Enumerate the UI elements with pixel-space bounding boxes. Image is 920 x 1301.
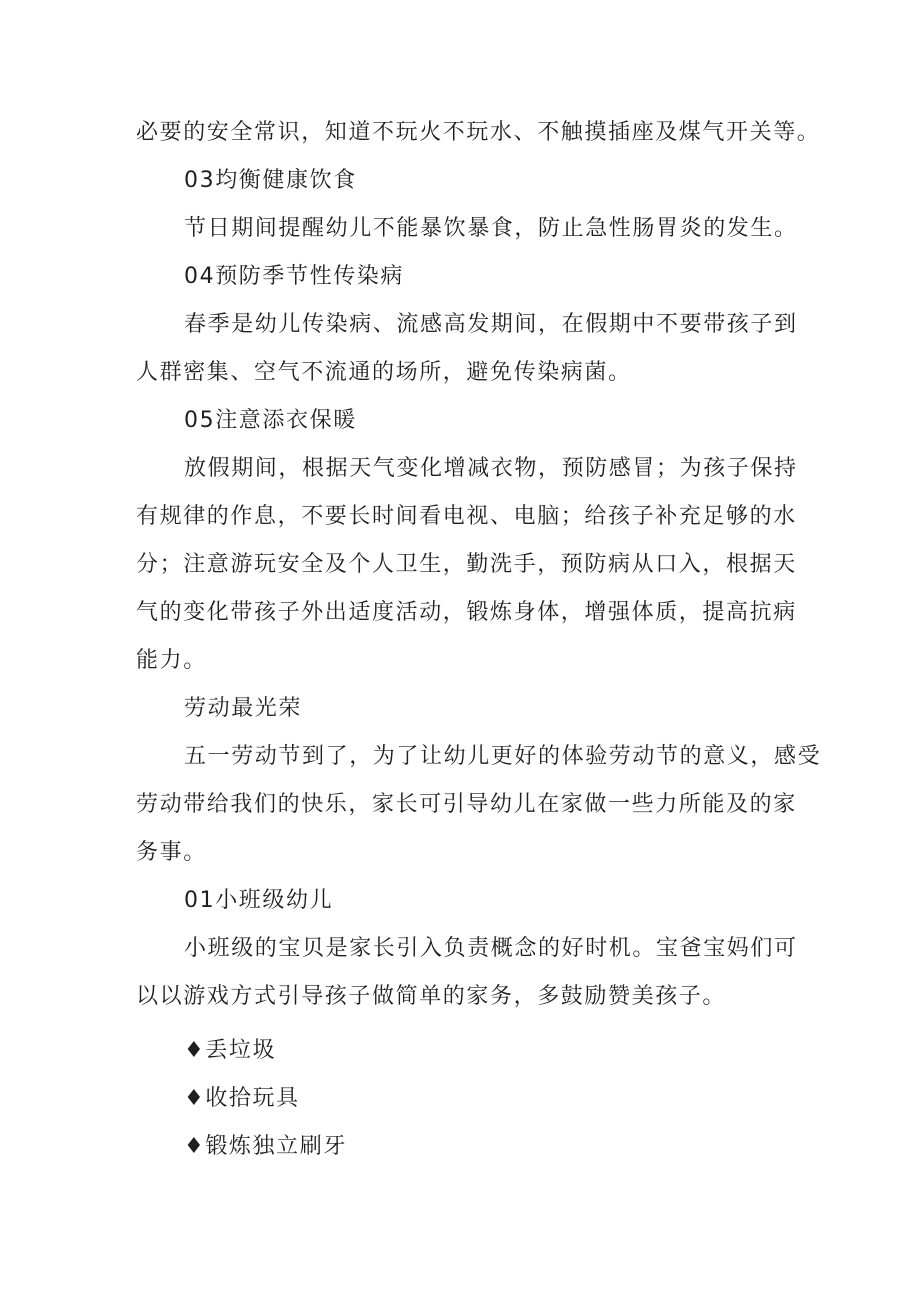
section-heading-labor: 劳动最光荣 bbox=[184, 696, 303, 721]
bullet-item: ♦丢垃圾 bbox=[184, 1038, 277, 1063]
section-heading-05: 05注意添衣保暖 bbox=[184, 408, 357, 433]
paragraph-line: 劳动带给我们的快乐，家长可引导幼儿在家做一些力所能及的家 bbox=[136, 792, 797, 817]
paragraph-line: 有规律的作息，不要长时间看电视、电脑；给孩子补充足够的水 bbox=[136, 504, 797, 529]
section-heading-04: 04预防季节性传染病 bbox=[184, 264, 404, 289]
paragraph-line: 小班级的宝贝是家长引入负责概念的好时机。宝爸宝妈们可 bbox=[184, 936, 798, 961]
paragraph-line: 能力。 bbox=[136, 648, 207, 673]
paragraph-line: 分；注意游玩安全及个人卫生，勤洗手，预防病从口入，根据天 bbox=[136, 552, 797, 577]
bullet-item: ♦锻炼独立刷牙 bbox=[184, 1134, 347, 1159]
section-heading-01: 01小班级幼儿 bbox=[184, 888, 334, 913]
paragraph-line: 人群密集、空气不流通的场所，避免传染病菌。 bbox=[136, 360, 632, 385]
section-heading-03: 03均衡健康饮食 bbox=[184, 168, 357, 193]
paragraph-line: 务事。 bbox=[136, 840, 207, 865]
paragraph-line: 五一劳动节到了，为了让幼儿更好的体验劳动节的意义，感受 bbox=[184, 744, 822, 769]
paragraph-line: 放假期间，根据天气变化增减衣物，预防感冒；为孩子保持 bbox=[184, 456, 798, 481]
paragraph-line: 节日期间提醒幼儿不能暴饮暴食，防止急性肠胃炎的发生。 bbox=[184, 216, 798, 241]
paragraph-line: 必要的安全常识，知道不玩火不玩水、不触摸插座及煤气开关等。 bbox=[136, 120, 821, 145]
paragraph-line: 春季是幼儿传染病、流感高发期间，在假期中不要带孩子到 bbox=[184, 312, 798, 337]
paragraph-line: 以以游戏方式引导孩子做简单的家务，多鼓励赞美孩子。 bbox=[136, 984, 727, 1009]
paragraph-line: 气的变化带孩子外出适度活动，锻炼身体，增强体质，提高抗病 bbox=[136, 600, 797, 625]
bullet-item: ♦收拾玩具 bbox=[184, 1086, 300, 1111]
